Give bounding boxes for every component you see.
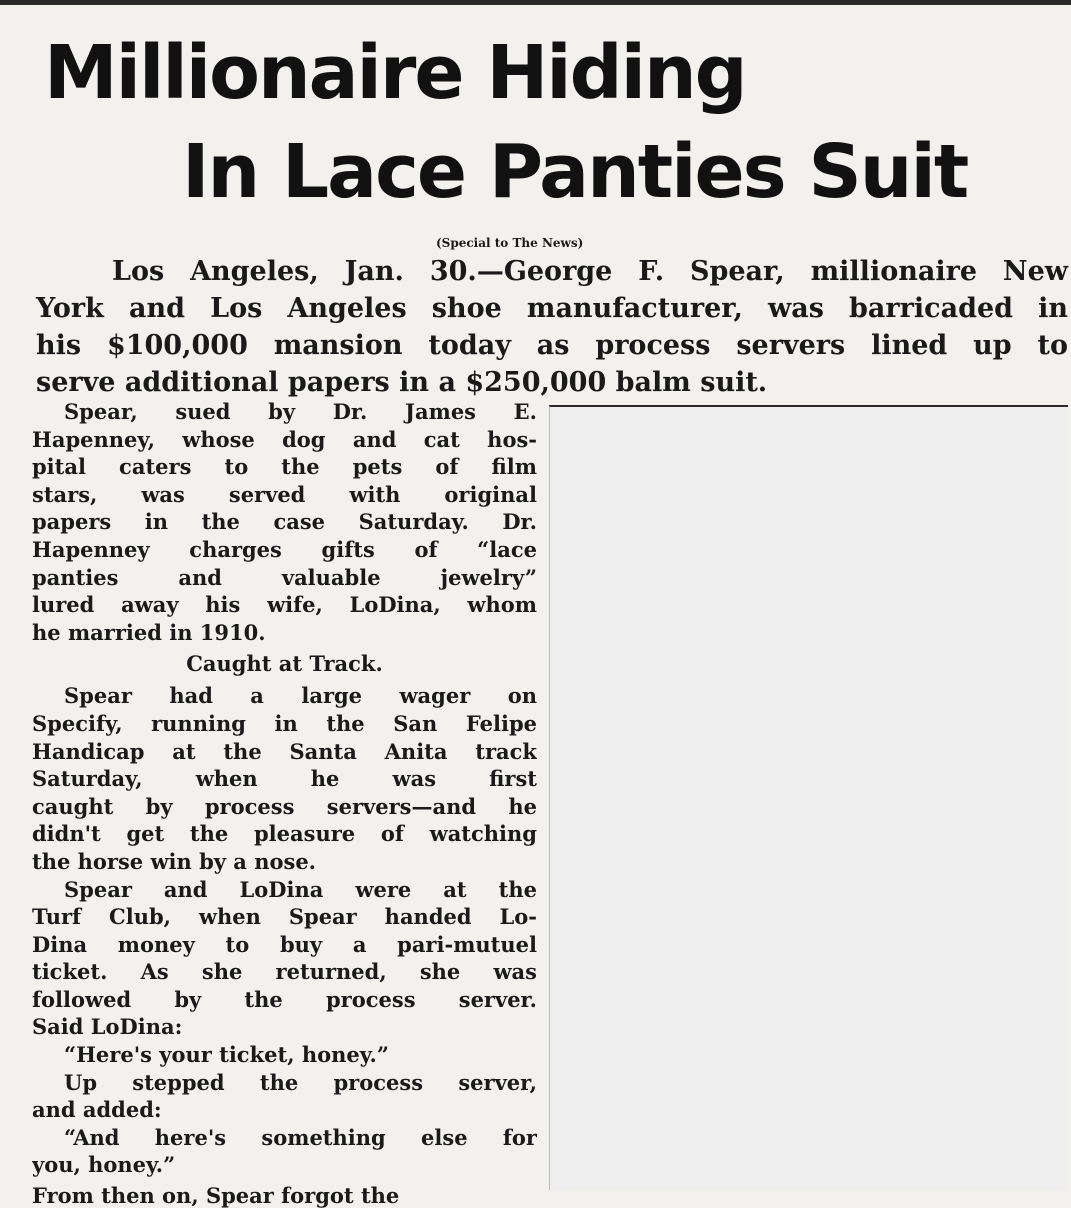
body-line: lured away his wife, LoDina, whom [32, 592, 537, 618]
body-line: “Here's your ticket, honey.” [64, 1042, 389, 1068]
lead-line: serve additional papers in a $250,000 balm suit. [36, 367, 768, 398]
lead-paragraph [36, 253, 1068, 401]
body-line: Said LoDina: [32, 1014, 183, 1040]
body-line: Hapenney charges gifts of “lace [32, 536, 537, 562]
body-line: Specify, running in the San Felipe [32, 710, 537, 736]
body-line: Handicap at the Santa Anita track [32, 738, 537, 764]
body-line: “And here's something else for [64, 1124, 537, 1150]
body-line: Hapenney, whose dog and cat hos- [32, 426, 537, 452]
cut-off-line: From then on, Spear forgot the [32, 1183, 400, 1208]
body-line: stars, was served with original [32, 481, 537, 507]
body-line: followed by the process server. [32, 986, 537, 1012]
body-line: the horse win by a nose. [32, 848, 316, 874]
lead-line: York and Los Angeles shoe manufacturer, was barricaded in [36, 293, 1068, 324]
lead-line: Los Angeles, Jan. 30.—George F. Spear, millionaire New [112, 256, 1068, 287]
body-line: you, honey.” [32, 1152, 176, 1178]
body-line: caught by process servers—and he [32, 793, 537, 819]
body-line: Saturday, when he was first [32, 766, 537, 792]
body-line: didn't get the pleasure of watching [32, 821, 537, 847]
top-rule [0, 0, 1071, 5]
body-line: he married in 1910. [32, 619, 266, 645]
body-line: Up stepped the process server, [64, 1069, 537, 1095]
subhead: Caught at Track. [186, 651, 383, 677]
headline-line-1: Millionaire Hiding [44, 30, 746, 116]
body-line: Dina money to buy a pari-mutuel [32, 931, 537, 957]
body-line: ticket. As she returned, she was [32, 959, 537, 985]
blank-panel [549, 405, 1068, 1190]
body-line: papers in the case Saturday. Dr. [32, 509, 537, 535]
article-column [32, 398, 537, 1179]
dateline: (Special to The News) [436, 236, 584, 250]
body-line: and added: [32, 1097, 162, 1123]
body-line: pital caters to the pets of film [32, 454, 537, 480]
body-line: Turf Club, when Spear handed Lo- [32, 904, 537, 930]
headline-line-2: In Lace Panties Suit [182, 129, 968, 215]
body-line: Spear and LoDina were at the [64, 876, 537, 902]
body-line: panties and valuable jewelry” [32, 564, 537, 590]
lead-line: his $100,000 mansion today as process servers lined up to [36, 330, 1068, 361]
body-line: Spear, sued by Dr. James E. [64, 399, 537, 424]
body-line: Spear had a large wager on [64, 683, 537, 709]
